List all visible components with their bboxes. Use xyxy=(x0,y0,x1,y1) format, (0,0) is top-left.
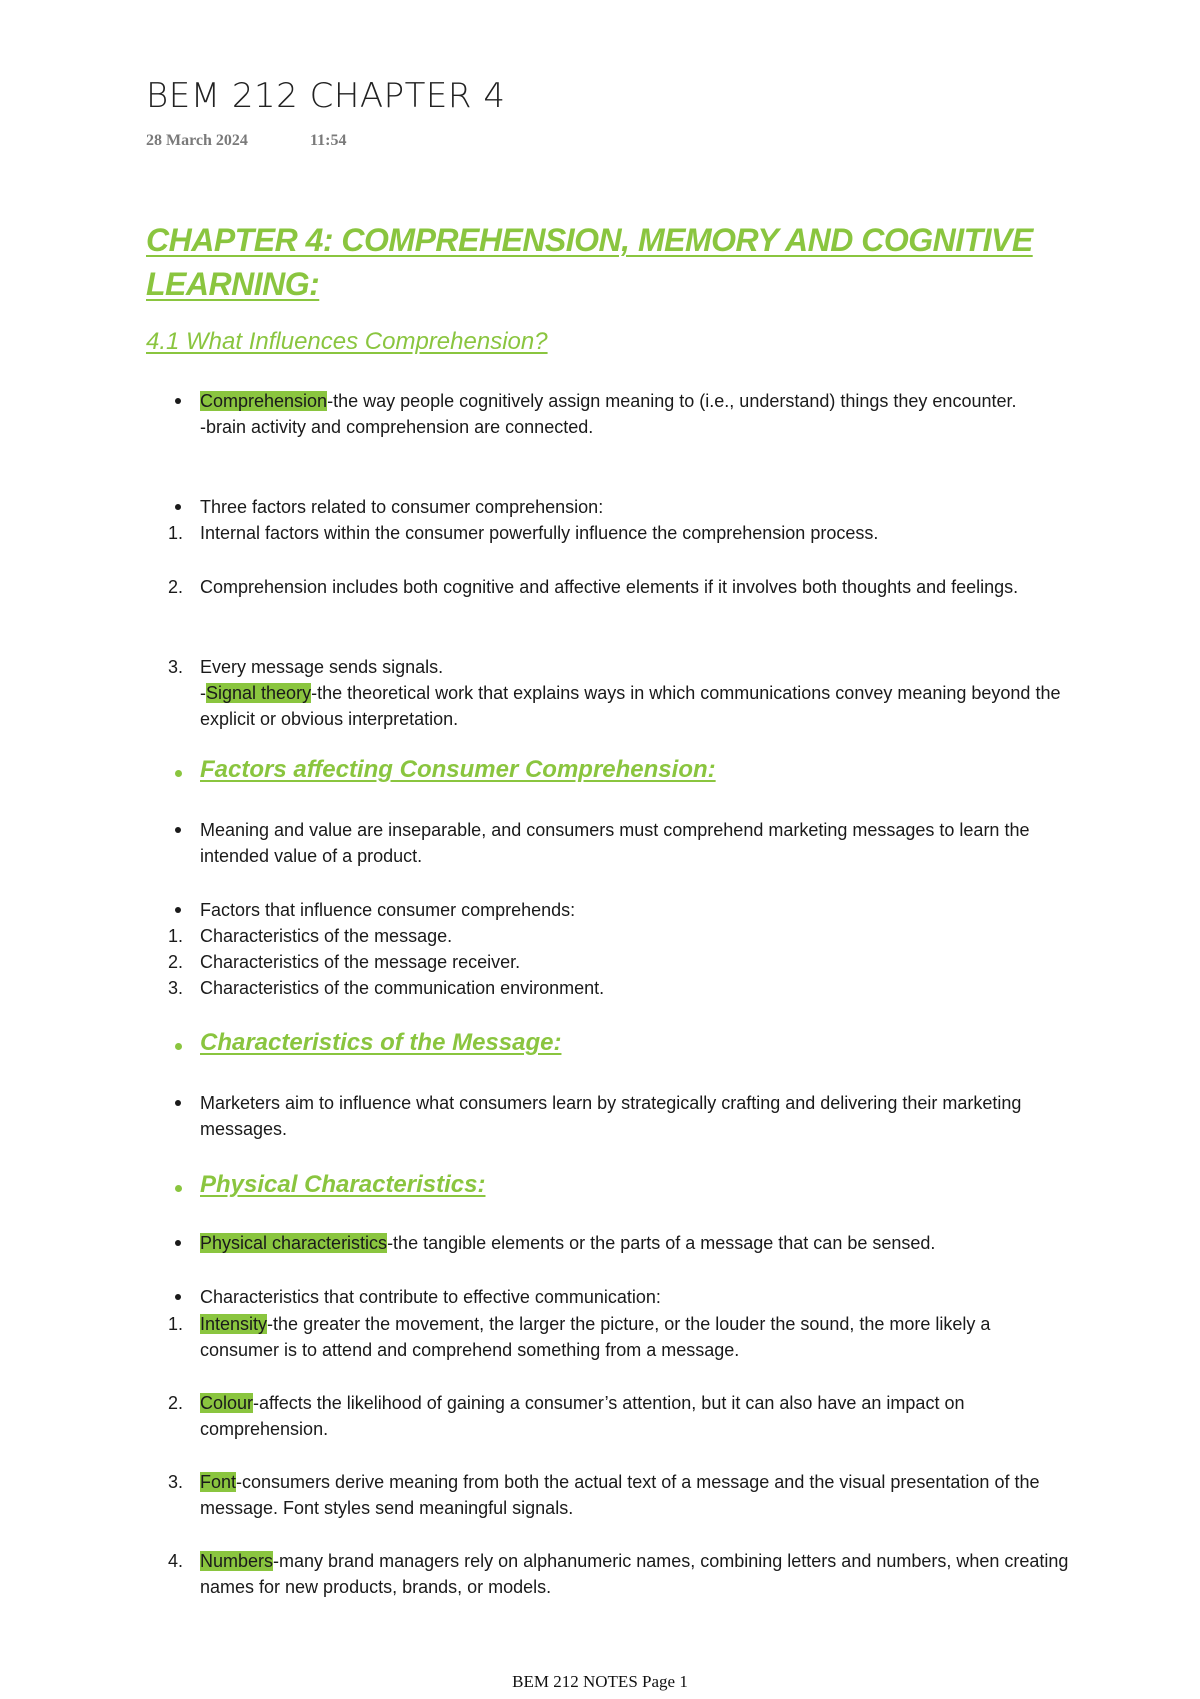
definition-text: -affects the likelihood of gaining a consumer’s attention, but it can also have an impact on comprehension. xyxy=(200,1393,965,1439)
numbered-item xyxy=(200,654,1070,732)
numbered-item xyxy=(200,1548,1070,1600)
list-item-comprehension xyxy=(200,388,1070,440)
list-item: Meaning and value are inseparable, and consumers must comprehend marketing messages to learn the intended value of a product. xyxy=(200,820,1030,866)
subsection-heading: Characteristics of the Message: xyxy=(200,1029,562,1056)
list-number: 3. xyxy=(168,657,184,677)
definition-text: -consumers derive meaning from both the actual text of a message and the visual presentation of the message. Font styles send meaningful signals. xyxy=(200,1472,1040,1518)
dash-prefix: - xyxy=(200,683,206,703)
list-item-intro: Three factors related to consumer comprehension: xyxy=(200,497,604,517)
numbered-item: Comprehension includes both cognitive and affective elements if it involves both thoughts and feelings. xyxy=(200,577,1019,597)
numbered-item: Internal factors within the consumer powerfully influence the comprehension process. xyxy=(200,523,879,543)
numbered-item xyxy=(200,1390,1070,1442)
subsection-heading: Factors affecting Consumer Comprehension: xyxy=(200,756,716,783)
page-title: BEM 212 CHAPTER 4 xyxy=(146,76,506,116)
definition-text: -the greater the movement, the larger the picture, or the louder the sound, the more likely a consumer is to attend and comprehend something from a message. xyxy=(200,1314,991,1360)
list-number: 1. xyxy=(168,523,184,543)
list-number: 2. xyxy=(168,577,184,597)
list-number: 2. xyxy=(168,1393,184,1413)
highlighted-term: Signal theory xyxy=(206,683,312,703)
highlighted-term: Font xyxy=(200,1472,237,1492)
highlighted-term: Intensity xyxy=(200,1314,268,1334)
definition-text: -the way people cognitively assign meaning to (i.e., understand) things they encounter. xyxy=(327,391,1017,411)
highlighted-term: Comprehension xyxy=(200,391,328,411)
definition-text: -the theoretical work that explains ways in which communications convey meaning beyond the explicit or obvious interpretation. xyxy=(200,683,1061,729)
chapter-heading: CHAPTER 4: COMPREHENSION, MEMORY AND COGNITIVE LEARNING: xyxy=(146,222,1033,302)
subsection-heading: Physical Characteristics: xyxy=(200,1171,486,1198)
list-item-physical xyxy=(200,1230,1070,1256)
bullet-icon xyxy=(175,1240,181,1246)
bullet-icon xyxy=(175,398,181,404)
bullet-icon xyxy=(175,1294,181,1300)
list-item: Marketers aim to influence what consumers learn by strategically crafting and delivering their marketing messages. xyxy=(200,1093,1022,1139)
bullet-icon xyxy=(175,907,181,913)
list-number: 4. xyxy=(168,1551,184,1571)
highlighted-term: Colour xyxy=(200,1393,254,1413)
list-number: 3. xyxy=(168,978,184,998)
numbered-item xyxy=(200,1469,1070,1521)
definition-text: -many brand managers rely on alphanumeric names, combining letters and numbers, when creating names for new products, brands, or models. xyxy=(200,1551,1069,1597)
list-number: 1. xyxy=(168,1314,184,1334)
numbered-item: Characteristics of the message. xyxy=(200,926,453,946)
list-item-intro: Characteristics that contribute to effective communication: xyxy=(200,1287,661,1307)
page-footer: BEM 212 NOTES Page 1 xyxy=(512,1672,688,1691)
note-text: -brain activity and comprehension are connected. xyxy=(200,417,594,437)
highlighted-term: Physical characteristics xyxy=(200,1233,388,1253)
bullet-icon xyxy=(175,827,181,833)
list-item-intro: Factors that influence consumer comprehends: xyxy=(200,900,576,920)
numbered-item xyxy=(200,1311,1070,1363)
green-bullet-icon xyxy=(175,770,182,777)
note-time: 11:54 xyxy=(310,132,347,149)
section-heading: 4.1 What Influences Comprehension? xyxy=(146,328,548,355)
green-bullet-icon xyxy=(175,1043,182,1050)
bullet-icon xyxy=(175,1100,181,1106)
numbered-item: Characteristics of the message receiver. xyxy=(200,952,521,972)
note-date: 28 March 2024 xyxy=(146,132,248,149)
definition-text: -the tangible elements or the parts of a message that can be sensed. xyxy=(387,1233,936,1253)
list-number: 1. xyxy=(168,926,184,946)
bullet-icon xyxy=(175,504,181,510)
highlighted-term: Numbers xyxy=(200,1551,274,1571)
list-number: 2. xyxy=(168,952,184,972)
green-bullet-icon xyxy=(175,1185,182,1192)
numbered-item: Characteristics of the communication environment. xyxy=(200,978,605,998)
list-number: 3. xyxy=(168,1472,184,1492)
numbered-item-text: Every message sends signals. xyxy=(200,657,444,677)
